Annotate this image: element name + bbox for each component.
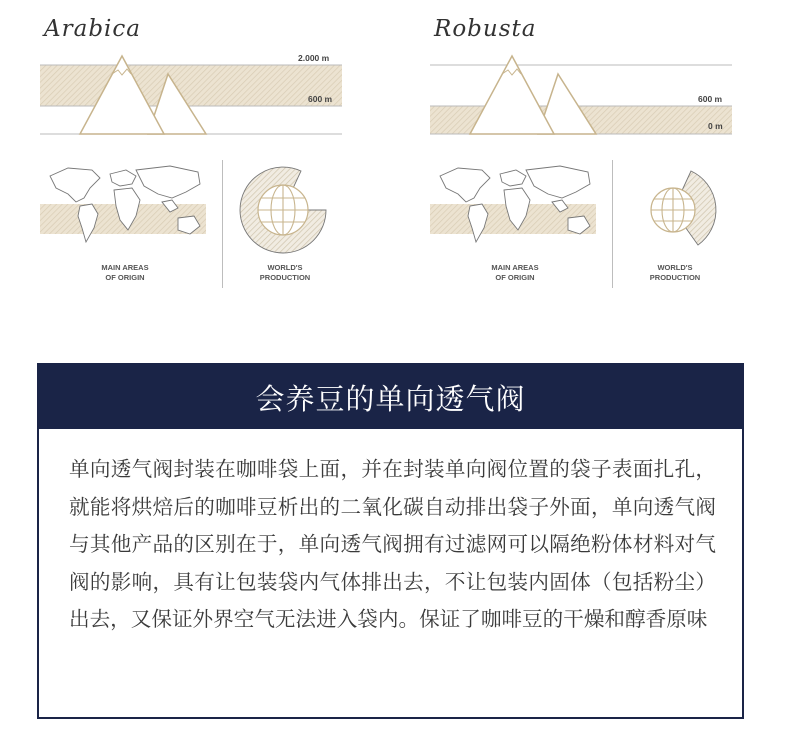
- altitude-diagram: [430, 48, 735, 140]
- valve-title: 会养豆的单向透气阀: [39, 365, 742, 429]
- world-map-icon: [430, 158, 600, 254]
- divider: [612, 160, 613, 288]
- species-name: Robusta: [434, 16, 537, 42]
- globe-production-icon: [626, 160, 721, 260]
- mountain-front: [470, 56, 554, 134]
- altitude-label-low: 0 m: [708, 121, 723, 131]
- world-map-icon: [40, 158, 210, 254]
- altitude-label-high: 2.000 m: [298, 53, 330, 63]
- species-name: Arabica: [44, 16, 141, 42]
- globe-production-icon: [236, 160, 331, 260]
- caption-main-areas: MAIN AREAS OF ORIGIN: [101, 263, 149, 282]
- robusta-panel: [430, 0, 750, 300]
- caption-main-areas: MAIN AREAS OF ORIGIN: [491, 263, 539, 282]
- caption-world-production: WORLD'S PRODUCTION: [259, 263, 311, 282]
- altitude-label-low: 600 m: [308, 94, 333, 104]
- arabica-panel: [40, 0, 360, 300]
- valve-description: 单向透气阀封装在咖啡袋上面，并在封装单向阀位置的袋子表面扎孔，就能将烘焙后的咖啡豆析出的二氧化碳自动排出袋子外面，单向透气阀与其他产品的区别在于，单向透气阀拥有过滤网可以隔绝粉体材料对气阀的影响，具有让包装袋内气体排出去，不让包装内固体（包括粉尘）出去，又保证外界空气无法进入袋内。保证了咖啡豆的干燥和醇香原味: [69, 457, 716, 631]
- valve-info-box: [37, 363, 744, 719]
- caption-world-production: WORLD'S PRODUCTION: [649, 263, 701, 282]
- altitude-label-high: 600 m: [698, 94, 723, 104]
- divider: [222, 160, 223, 288]
